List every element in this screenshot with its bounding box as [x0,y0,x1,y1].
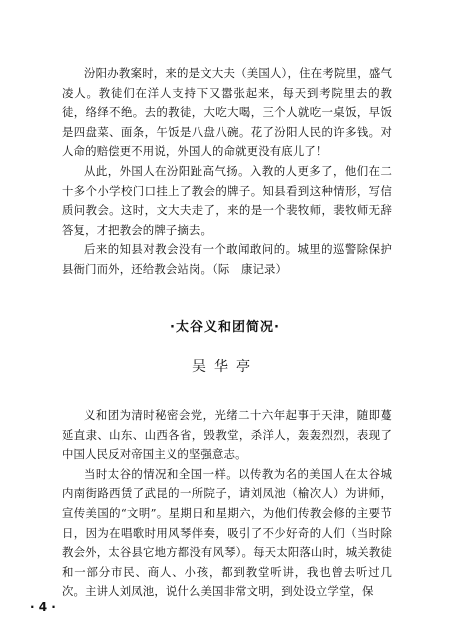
author-name: 吴华亭 [192,359,258,375]
paragraph: 义和团为清时秘密会党，光绪二十六年起事于天津，随即蔓延直隶、山东、山西各省，毁教堂，杀洋人，轰轰烈烈，表现了中国人民反对帝国主义的坚强意志。 [62,408,392,462]
section-title: ·太谷义和团简况· [170,320,280,335]
paragraph: 从此，外国人在汾阳趾高气扬。入教的人更多了，他们在二十多个小学校门口挂上了教会的牌子。知县看到这种情形，写信质问教会。这时，文大夫走了，来的是一个裴牧师，裴牧师无辞答复，才把教会的牌子摘去。 [62,163,392,237]
paragraph: 汾阳办教案时，来的是文大夫（美国人），住在考院里，盛气凌人。教徒们在洋人支持下又嚣张起来，每天到考院里去的教徒，络绎不绝。去的教徒，大吃大喝，三个人就吃一桌饭，早饭是四盘菜、面条，午饭是八盘八碗。花了汾阳人民的许多钱。对人命的赔偿更不用说，外国人的命就更没有底儿了！ [62,66,392,159]
page-number: · 4 · [30,600,56,614]
bottom-text-block [62,406,392,602]
paragraph: 后来的知县对教会没有一个敢闻敢问的。城里的巡警除保护县衙门而外，还给教会站岗。（际 康记录） [62,242,392,276]
top-text-block [62,64,392,280]
paragraph: 当时太谷的情况和全国一样。以传教为名的美国人在太谷城内南街路西赁了武昆的一所院子，请刘凤池（榆次人）为讲师，宣传美国的“文明”。星期日和星期六，为他们传教会修的主要节日，因为在唱歌时用风琴伴奏，吸引了不少好奇的人们（当时除教会外，太谷县它地方都没有风琴）。每天太阳落山时，城关教徒和一部分市民、商人、小孩，都到教堂听讲，我也曾去听过几次。主讲人刘凤池，说什么美国非常文明，到处设立学堂，保 [62,466,392,599]
